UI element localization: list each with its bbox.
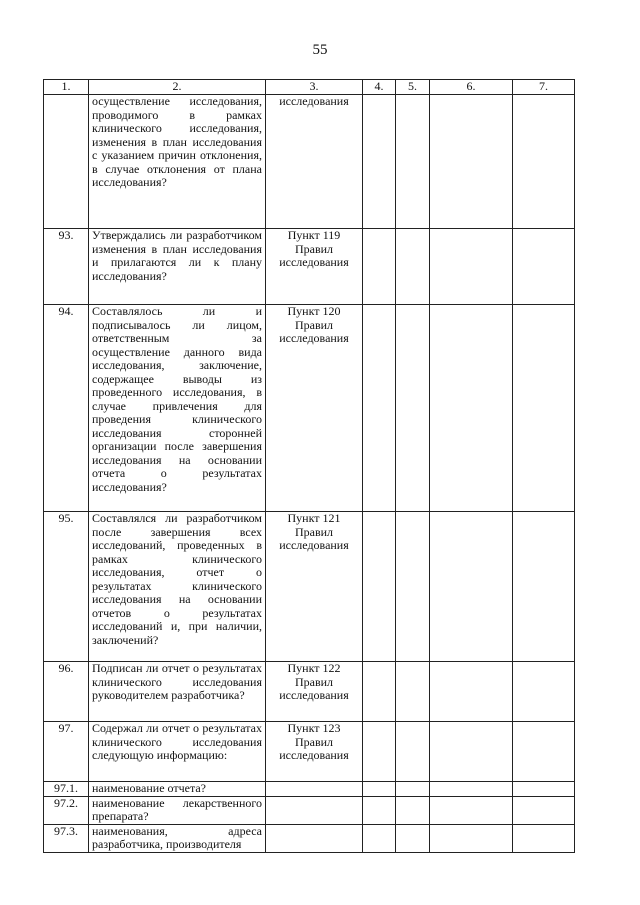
empty-cell bbox=[513, 305, 575, 512]
empty-cell bbox=[430, 229, 513, 305]
empty-cell bbox=[396, 824, 430, 852]
reference-text: Пункт 120 Правил исследования bbox=[266, 305, 363, 512]
reference-text bbox=[266, 796, 363, 824]
reference-text bbox=[266, 782, 363, 797]
empty-cell bbox=[396, 662, 430, 722]
question-text: Утверждались ли разработчиком изменения в план исследования и прилагаются ли к плану исследования? bbox=[89, 229, 266, 305]
question-text: Составлялся ли разработчиком после завершения всех исследований, проведенных в рамках клинического исследования, отчет о результатах клинического исследования на основании отчетов о результатах исследований и, при наличии, заключений? bbox=[89, 512, 266, 662]
reference-text: Пункт 119 Правил исследования bbox=[266, 229, 363, 305]
empty-cell bbox=[363, 824, 396, 852]
row-number: 94. bbox=[44, 305, 89, 512]
empty-cell bbox=[513, 229, 575, 305]
table-row bbox=[44, 824, 575, 852]
table-row bbox=[44, 95, 575, 229]
empty-cell bbox=[513, 662, 575, 722]
question-text: Содержал ли отчет о результатах клинического исследования следующую информацию: bbox=[89, 722, 266, 782]
empty-cell bbox=[396, 95, 430, 229]
reference-text bbox=[266, 824, 363, 852]
header-cell: 7. bbox=[513, 80, 575, 95]
reference-text: Пункт 123 Правил исследования bbox=[266, 722, 363, 782]
empty-cell bbox=[363, 305, 396, 512]
empty-cell bbox=[513, 95, 575, 229]
header-cell: 6. bbox=[430, 80, 513, 95]
empty-cell bbox=[396, 796, 430, 824]
header-cell: 2. bbox=[89, 80, 266, 95]
empty-cell bbox=[430, 782, 513, 797]
empty-cell bbox=[396, 722, 430, 782]
header-cell: 5. bbox=[396, 80, 430, 95]
question-text: Составлялось ли и подписывалось ли лицом, ответственным за осуществление данного вида исследования, заключение, содержащее выводы из проведенного исследования, в случае привлечения для проведения клинического исследования сторонней организации после завершения исследования на основании отчета о результатах исследования? bbox=[89, 305, 266, 512]
question-text: осуществление исследования, проводимого в рамках клинического исследования, изменения в план исследования с указанием причин отклонения, в случае отклонения от плана исследования? bbox=[89, 95, 266, 229]
empty-cell bbox=[513, 782, 575, 797]
row-number: 97.2. bbox=[44, 796, 89, 824]
table-row bbox=[44, 305, 575, 512]
empty-cell bbox=[430, 95, 513, 229]
header-cell: 4. bbox=[363, 80, 396, 95]
empty-cell bbox=[513, 796, 575, 824]
empty-cell bbox=[430, 512, 513, 662]
table-row bbox=[44, 662, 575, 722]
empty-cell bbox=[363, 95, 396, 229]
question-text: наименование отчета? bbox=[89, 782, 266, 797]
row-number: 96. bbox=[44, 662, 89, 722]
row-number: 95. bbox=[44, 512, 89, 662]
table-row bbox=[44, 512, 575, 662]
empty-cell bbox=[430, 824, 513, 852]
empty-cell bbox=[396, 782, 430, 797]
empty-cell bbox=[363, 662, 396, 722]
row-number: 97.3. bbox=[44, 824, 89, 852]
empty-cell bbox=[363, 782, 396, 797]
table-row bbox=[44, 796, 575, 824]
empty-cell bbox=[430, 722, 513, 782]
reference-text: Пункт 121 Правил исследования bbox=[266, 512, 363, 662]
checklist-table bbox=[43, 79, 575, 853]
header-cell: 1. bbox=[44, 80, 89, 95]
table-row bbox=[44, 229, 575, 305]
empty-cell bbox=[396, 229, 430, 305]
empty-cell bbox=[363, 229, 396, 305]
empty-cell bbox=[396, 512, 430, 662]
reference-text: Пункт 122 Правил исследования bbox=[266, 662, 363, 722]
table-row bbox=[44, 722, 575, 782]
empty-cell bbox=[430, 305, 513, 512]
empty-cell bbox=[396, 305, 430, 512]
empty-cell bbox=[430, 662, 513, 722]
empty-cell bbox=[513, 512, 575, 662]
empty-cell bbox=[513, 824, 575, 852]
question-text: наименование лекарственного препарата? bbox=[89, 796, 266, 824]
empty-cell bbox=[363, 512, 396, 662]
page-number: 55 bbox=[312, 42, 328, 58]
empty-cell bbox=[430, 796, 513, 824]
empty-cell bbox=[513, 722, 575, 782]
question-text: наименования, адреса разработчика, производителя bbox=[89, 824, 266, 852]
empty-cell bbox=[363, 796, 396, 824]
row-number: 97. bbox=[44, 722, 89, 782]
table-row bbox=[44, 782, 575, 797]
header-cell: 3. bbox=[266, 80, 363, 95]
question-text: Подписан ли отчет о результатах клинического исследования руководителем разработчика? bbox=[89, 662, 266, 722]
row-number bbox=[44, 95, 89, 229]
empty-cell bbox=[363, 722, 396, 782]
row-number: 97.1. bbox=[44, 782, 89, 797]
reference-text: исследования bbox=[266, 95, 363, 229]
header-row bbox=[44, 80, 575, 95]
row-number: 93. bbox=[44, 229, 89, 305]
